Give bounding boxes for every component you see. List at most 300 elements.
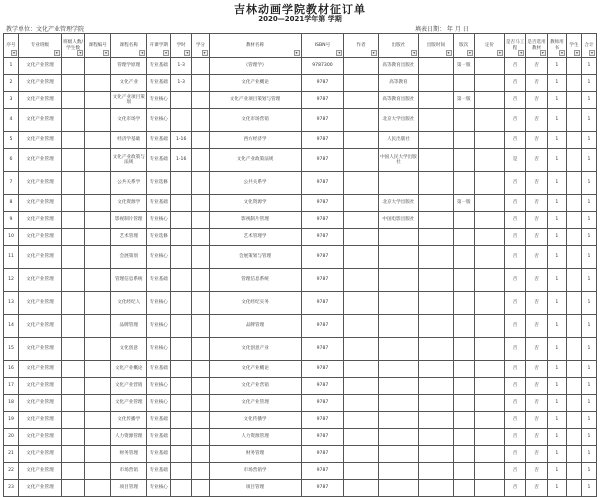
table-cell[interactable]: 文化产业管理 [18, 149, 61, 172]
table-cell[interactable]: 1-16 [170, 132, 191, 149]
table-cell[interactable] [344, 463, 378, 480]
table-cell[interactable]: 1 [547, 338, 566, 361]
table-cell[interactable] [61, 172, 85, 195]
table-cell[interactable] [566, 172, 581, 195]
table-cell[interactable]: 文化产业管理 [18, 361, 61, 378]
table-cell[interactable]: 北京大学出版社 [378, 195, 419, 212]
filter-dropdown-icon[interactable]: ▾ [468, 50, 471, 55]
table-cell[interactable] [344, 172, 378, 195]
table-cell[interactable] [378, 480, 419, 497]
filter-dropdown-icon[interactable]: ▾ [203, 50, 206, 55]
table-cell[interactable]: 文化创意产业 [209, 338, 301, 361]
table-cell[interactable] [192, 246, 209, 269]
table-cell[interactable] [344, 195, 378, 212]
table-cell[interactable] [61, 361, 85, 378]
table-cell[interactable] [378, 446, 419, 463]
table-cell[interactable]: 5 [4, 132, 19, 149]
table-cell[interactable] [61, 269, 85, 292]
table-cell[interactable]: 文化产业管理 [18, 92, 61, 109]
table-cell[interactable] [85, 92, 111, 109]
table-cell[interactable] [419, 463, 453, 480]
table-cell[interactable] [61, 229, 85, 246]
table-cell[interactable] [170, 315, 191, 338]
column-header[interactable] [209, 34, 301, 58]
table-cell[interactable] [378, 463, 419, 480]
table-cell[interactable] [192, 480, 209, 497]
table-cell[interactable]: 1-16 [170, 149, 191, 172]
table-cell[interactable] [85, 195, 111, 212]
table-cell[interactable]: 高等教育出版社 [378, 92, 419, 109]
table-cell[interactable]: 文化资源学 [209, 195, 301, 212]
table-cell[interactable]: 公共关系学 [111, 172, 147, 195]
table-cell[interactable]: 文化产业管理 [18, 338, 61, 361]
table-cell[interactable]: 专业核心 [147, 212, 171, 229]
table-cell[interactable]: 否 [504, 212, 525, 229]
table-cell[interactable] [474, 132, 504, 149]
table-cell[interactable] [192, 229, 209, 246]
table-cell[interactable]: 专业核心 [147, 246, 171, 269]
table-cell[interactable]: 否 [504, 463, 525, 480]
table-cell[interactable]: 23 [4, 480, 19, 497]
table-cell[interactable]: 文化传播学 [111, 412, 147, 429]
table-cell[interactable]: 18 [4, 395, 19, 412]
table-cell[interactable]: 否 [526, 246, 547, 269]
table-cell[interactable] [85, 395, 111, 412]
table-cell[interactable]: 9787 [301, 378, 344, 395]
table-cell[interactable]: 文化产业管理 [18, 212, 61, 229]
table-cell[interactable]: 1 [581, 212, 596, 229]
table-cell[interactable] [344, 378, 378, 395]
table-cell[interactable]: 1 [581, 75, 596, 92]
table-cell[interactable] [85, 315, 111, 338]
table-cell[interactable] [192, 75, 209, 92]
table-cell[interactable]: 文化产业管理 [18, 429, 61, 446]
table-cell[interactable]: 人力资源管理 [209, 429, 301, 446]
table-cell[interactable] [170, 172, 191, 195]
table-cell[interactable] [474, 92, 504, 109]
table-cell[interactable] [378, 429, 419, 446]
table-cell[interactable] [453, 315, 474, 338]
table-cell[interactable]: 否 [504, 429, 525, 446]
table-cell[interactable]: 9787300 [301, 58, 344, 75]
table-cell[interactable]: 9787 [301, 412, 344, 429]
table-cell[interactable] [170, 92, 191, 109]
table-cell[interactable]: 1 [547, 395, 566, 412]
table-cell[interactable]: 管理信息系统 [209, 269, 301, 292]
table-cell[interactable]: 9787 [301, 361, 344, 378]
table-cell[interactable]: 专业基础 [147, 446, 171, 463]
table-cell[interactable]: 公共关系学 [209, 172, 301, 195]
table-cell[interactable]: 市场营销 [111, 463, 147, 480]
table-cell[interactable]: 9787 [301, 429, 344, 446]
table-cell[interactable] [192, 463, 209, 480]
table-cell[interactable]: 1 [581, 412, 596, 429]
table-cell[interactable]: 否 [526, 361, 547, 378]
table-cell[interactable]: 文化市场学 [111, 109, 147, 132]
table-cell[interactable]: 专业基础 [147, 195, 171, 212]
table-cell[interactable]: 否 [526, 463, 547, 480]
table-cell[interactable]: 高等教育 [378, 75, 419, 92]
table-cell[interactable] [419, 315, 453, 338]
table-cell[interactable] [85, 58, 111, 75]
table-cell[interactable]: 22 [4, 463, 19, 480]
table-cell[interactable]: 艺术管理 [111, 229, 147, 246]
table-cell[interactable]: 否 [526, 75, 547, 92]
table-cell[interactable]: 1 [581, 246, 596, 269]
table-cell[interactable]: 6 [4, 149, 19, 172]
column-header[interactable] [566, 34, 581, 58]
table-cell[interactable] [85, 446, 111, 463]
table-cell[interactable]: 否 [526, 395, 547, 412]
table-cell[interactable]: 否 [526, 212, 547, 229]
table-cell[interactable]: 17 [4, 378, 19, 395]
table-cell[interactable]: 15 [4, 338, 19, 361]
column-header[interactable] [192, 34, 209, 58]
table-cell[interactable]: 1 [581, 315, 596, 338]
table-cell[interactable] [419, 338, 453, 361]
table-cell[interactable] [85, 246, 111, 269]
table-cell[interactable] [453, 269, 474, 292]
table-cell[interactable]: 9787 [301, 149, 344, 172]
table-cell[interactable]: 14 [4, 315, 19, 338]
table-cell[interactable] [85, 229, 111, 246]
table-cell[interactable]: 否 [526, 412, 547, 429]
table-cell[interactable]: 专业基础 [147, 463, 171, 480]
table-cell[interactable]: 1 [547, 361, 566, 378]
table-cell[interactable]: 文化产业管理 [18, 172, 61, 195]
table-cell[interactable] [85, 429, 111, 446]
table-cell[interactable] [61, 58, 85, 75]
table-cell[interactable] [453, 338, 474, 361]
table-cell[interactable]: 1 [547, 292, 566, 315]
table-cell[interactable] [419, 75, 453, 92]
table-cell[interactable] [453, 463, 474, 480]
table-cell[interactable] [85, 269, 111, 292]
table-cell[interactable] [192, 269, 209, 292]
table-cell[interactable] [453, 480, 474, 497]
table-cell[interactable]: 否 [526, 446, 547, 463]
table-cell[interactable]: 1 [547, 132, 566, 149]
table-cell[interactable] [344, 338, 378, 361]
table-cell[interactable]: 9787 [301, 246, 344, 269]
table-cell[interactable]: 文化产业概论 [111, 361, 147, 378]
table-cell[interactable] [453, 229, 474, 246]
table-cell[interactable]: 会展策划与管理 [209, 246, 301, 269]
table-cell[interactable]: 文化产业 [111, 75, 147, 92]
table-cell[interactable]: 1 [547, 429, 566, 446]
table-cell[interactable] [192, 58, 209, 75]
table-cell[interactable] [566, 378, 581, 395]
table-cell[interactable] [170, 109, 191, 132]
table-cell[interactable]: 影视制片管理 [111, 212, 147, 229]
table-cell[interactable] [566, 269, 581, 292]
table-cell[interactable]: 否 [526, 195, 547, 212]
table-cell[interactable] [344, 212, 378, 229]
table-cell[interactable] [474, 429, 504, 446]
table-cell[interactable] [419, 269, 453, 292]
table-cell[interactable] [192, 195, 209, 212]
table-cell[interactable]: 1 [581, 395, 596, 412]
table-cell[interactable]: 9787 [301, 480, 344, 497]
table-cell[interactable] [170, 195, 191, 212]
table-cell[interactable]: 9787 [301, 395, 344, 412]
table-cell[interactable] [170, 246, 191, 269]
filter-dropdown-icon[interactable]: ▾ [141, 50, 144, 55]
table-cell[interactable]: 1 [547, 246, 566, 269]
table-cell[interactable] [474, 58, 504, 75]
table-cell[interactable] [474, 109, 504, 132]
table-cell[interactable]: 经济学基础 [111, 132, 147, 149]
table-cell[interactable] [453, 395, 474, 412]
table-cell[interactable] [85, 132, 111, 149]
table-cell[interactable]: 管理信息系统 [111, 269, 147, 292]
table-cell[interactable] [474, 149, 504, 172]
table-cell[interactable]: 否 [504, 109, 525, 132]
table-cell[interactable]: 否 [526, 172, 547, 195]
table-cell[interactable]: 3 [4, 92, 19, 109]
table-cell[interactable] [61, 246, 85, 269]
table-cell[interactable]: 专业基础 [147, 149, 171, 172]
table-cell[interactable]: 9787 [301, 172, 344, 195]
table-cell[interactable] [566, 292, 581, 315]
table-cell[interactable] [85, 75, 111, 92]
table-cell[interactable]: 否 [504, 378, 525, 395]
table-cell[interactable]: 文化产业管理 [111, 395, 147, 412]
table-cell[interactable] [85, 378, 111, 395]
table-cell[interactable]: 文化产业管理 [18, 75, 61, 92]
table-cell[interactable]: 否 [504, 338, 525, 361]
filter-dropdown-icon[interactable]: ▾ [560, 50, 563, 55]
filter-dropdown-icon[interactable]: ▾ [338, 50, 341, 55]
table-cell[interactable] [419, 395, 453, 412]
table-cell[interactable] [192, 132, 209, 149]
table-cell[interactable] [474, 269, 504, 292]
table-cell[interactable] [378, 378, 419, 395]
table-cell[interactable] [344, 149, 378, 172]
table-cell[interactable] [344, 132, 378, 149]
table-cell[interactable] [192, 92, 209, 109]
table-cell[interactable] [170, 292, 191, 315]
table-cell[interactable]: 否 [526, 429, 547, 446]
table-cell[interactable]: 1 [547, 195, 566, 212]
table-cell[interactable]: 否 [504, 92, 525, 109]
table-cell[interactable] [453, 172, 474, 195]
table-cell[interactable]: 否 [504, 480, 525, 497]
table-cell[interactable] [453, 109, 474, 132]
table-cell[interactable] [344, 480, 378, 497]
table-cell[interactable]: 《管理学》 [209, 58, 301, 75]
table-cell[interactable]: 文化产业项目策划 [111, 92, 147, 109]
table-cell[interactable]: 文化产业管理 [18, 463, 61, 480]
table-cell[interactable]: 否 [504, 132, 525, 149]
table-cell[interactable] [344, 92, 378, 109]
table-cell[interactable] [474, 395, 504, 412]
table-cell[interactable]: 否 [504, 246, 525, 269]
table-cell[interactable]: 12 [4, 269, 19, 292]
table-cell[interactable] [419, 212, 453, 229]
table-cell[interactable]: 1 [581, 480, 596, 497]
table-cell[interactable]: 财务管理 [111, 446, 147, 463]
table-cell[interactable] [566, 212, 581, 229]
table-cell[interactable] [566, 446, 581, 463]
table-cell[interactable]: 否 [504, 361, 525, 378]
table-cell[interactable] [85, 361, 111, 378]
table-cell[interactable] [566, 361, 581, 378]
table-cell[interactable]: 影视制片管理 [209, 212, 301, 229]
table-cell[interactable] [192, 446, 209, 463]
table-cell[interactable] [453, 246, 474, 269]
table-cell[interactable] [566, 92, 581, 109]
table-cell[interactable]: 1 [547, 58, 566, 75]
table-cell[interactable] [474, 212, 504, 229]
table-cell[interactable] [170, 446, 191, 463]
table-cell[interactable]: 文化产业政策与法规 [111, 149, 147, 172]
table-cell[interactable]: 1 [547, 446, 566, 463]
table-cell[interactable] [474, 480, 504, 497]
table-cell[interactable]: 否 [526, 58, 547, 75]
table-cell[interactable] [192, 315, 209, 338]
table-cell[interactable] [344, 395, 378, 412]
table-cell[interactable] [170, 338, 191, 361]
table-cell[interactable]: 文化产业管理 [18, 269, 61, 292]
table-cell[interactable]: 文化产业管理 [18, 292, 61, 315]
table-cell[interactable] [378, 269, 419, 292]
table-cell[interactable]: 19 [4, 412, 19, 429]
table-cell[interactable]: 文化传播学 [209, 412, 301, 429]
table-cell[interactable] [419, 92, 453, 109]
table-cell[interactable] [344, 109, 378, 132]
table-cell[interactable] [474, 378, 504, 395]
table-cell[interactable] [192, 338, 209, 361]
table-cell[interactable] [419, 429, 453, 446]
table-cell[interactable] [419, 172, 453, 195]
table-cell[interactable] [474, 75, 504, 92]
table-cell[interactable]: 专业核心 [147, 109, 171, 132]
table-cell[interactable]: 否 [526, 229, 547, 246]
table-cell[interactable] [566, 149, 581, 172]
filter-dropdown-icon[interactable]: ▾ [186, 50, 189, 55]
table-cell[interactable]: 专业核心 [147, 395, 171, 412]
table-cell[interactable]: 文化经纪实务 [209, 292, 301, 315]
table-cell[interactable]: 否 [504, 292, 525, 315]
table-cell[interactable] [61, 212, 85, 229]
table-cell[interactable] [170, 412, 191, 429]
table-cell[interactable] [419, 109, 453, 132]
table-cell[interactable] [61, 195, 85, 212]
table-cell[interactable]: 专业基础 [147, 429, 171, 446]
table-cell[interactable]: 文化产业管理 [18, 229, 61, 246]
filter-dropdown-icon[interactable]: ▾ [590, 50, 593, 55]
table-cell[interactable]: 1 [581, 92, 596, 109]
table-cell[interactable]: 否 [526, 132, 547, 149]
table-cell[interactable] [419, 149, 453, 172]
table-cell[interactable] [453, 429, 474, 446]
table-cell[interactable]: 9787 [301, 229, 344, 246]
table-cell[interactable] [170, 429, 191, 446]
table-cell[interactable] [419, 292, 453, 315]
table-cell[interactable]: 艺术管理学 [209, 229, 301, 246]
column-header[interactable] [18, 34, 61, 58]
table-cell[interactable]: 专业核心 [147, 92, 171, 109]
table-cell[interactable] [419, 132, 453, 149]
table-cell[interactable]: 1 [581, 132, 596, 149]
table-cell[interactable] [85, 149, 111, 172]
table-cell[interactable]: 专业基础 [147, 412, 171, 429]
column-header[interactable] [581, 34, 596, 58]
table-cell[interactable]: 文化产业营销 [209, 378, 301, 395]
filter-dropdown-icon[interactable]: ▾ [164, 50, 167, 55]
table-cell[interactable] [344, 269, 378, 292]
table-cell[interactable] [61, 132, 85, 149]
table-cell[interactable] [61, 446, 85, 463]
table-cell[interactable]: 1 [547, 212, 566, 229]
table-cell[interactable] [61, 429, 85, 446]
table-cell[interactable] [566, 480, 581, 497]
table-cell[interactable]: 中国电影出版社 [378, 212, 419, 229]
table-cell[interactable]: 1 [547, 269, 566, 292]
table-cell[interactable]: 1 [581, 429, 596, 446]
table-cell[interactable] [85, 212, 111, 229]
table-cell[interactable]: 文化市场营销 [209, 109, 301, 132]
table-cell[interactable] [344, 446, 378, 463]
table-cell[interactable] [170, 212, 191, 229]
table-cell[interactable]: 管理学原理 [111, 58, 147, 75]
table-cell[interactable] [85, 292, 111, 315]
table-cell[interactable]: 13 [4, 292, 19, 315]
table-cell[interactable]: 9787 [301, 338, 344, 361]
table-cell[interactable]: 9787 [301, 292, 344, 315]
table-cell[interactable]: 否 [526, 378, 547, 395]
table-cell[interactable]: 文化产业管理 [18, 395, 61, 412]
table-cell[interactable]: 21 [4, 446, 19, 463]
table-cell[interactable] [566, 132, 581, 149]
table-cell[interactable]: 1 [547, 149, 566, 172]
table-cell[interactable] [453, 412, 474, 429]
table-cell[interactable]: 1 [547, 172, 566, 195]
table-cell[interactable] [192, 149, 209, 172]
column-header[interactable] [378, 34, 419, 58]
table-cell[interactable]: 否 [504, 412, 525, 429]
table-cell[interactable]: 文化产业管理 [18, 315, 61, 338]
table-cell[interactable] [566, 109, 581, 132]
table-cell[interactable]: 人民出版社 [378, 132, 419, 149]
table-cell[interactable] [566, 75, 581, 92]
table-cell[interactable]: 1 [547, 92, 566, 109]
table-cell[interactable] [378, 361, 419, 378]
table-cell[interactable]: 文化资源学 [111, 195, 147, 212]
table-cell[interactable]: 11 [4, 246, 19, 269]
table-cell[interactable]: 1 [4, 58, 19, 75]
table-cell[interactable] [566, 195, 581, 212]
table-cell[interactable] [453, 292, 474, 315]
filter-dropdown-icon[interactable]: ▾ [372, 50, 375, 55]
table-cell[interactable] [344, 315, 378, 338]
table-cell[interactable] [344, 429, 378, 446]
table-cell[interactable]: 1 [547, 229, 566, 246]
table-cell[interactable] [378, 395, 419, 412]
table-cell[interactable] [419, 195, 453, 212]
table-cell[interactable]: 9787 [301, 463, 344, 480]
table-cell[interactable]: 文化产业概论 [209, 75, 301, 92]
column-header[interactable] [419, 34, 453, 58]
table-cell[interactable]: 1 [547, 315, 566, 338]
table-cell[interactable]: 1-3 [170, 58, 191, 75]
table-cell[interactable]: 1 [581, 149, 596, 172]
table-cell[interactable]: 专业基础 [147, 269, 171, 292]
table-cell[interactable]: 9787 [301, 195, 344, 212]
table-cell[interactable] [566, 246, 581, 269]
table-cell[interactable] [85, 172, 111, 195]
